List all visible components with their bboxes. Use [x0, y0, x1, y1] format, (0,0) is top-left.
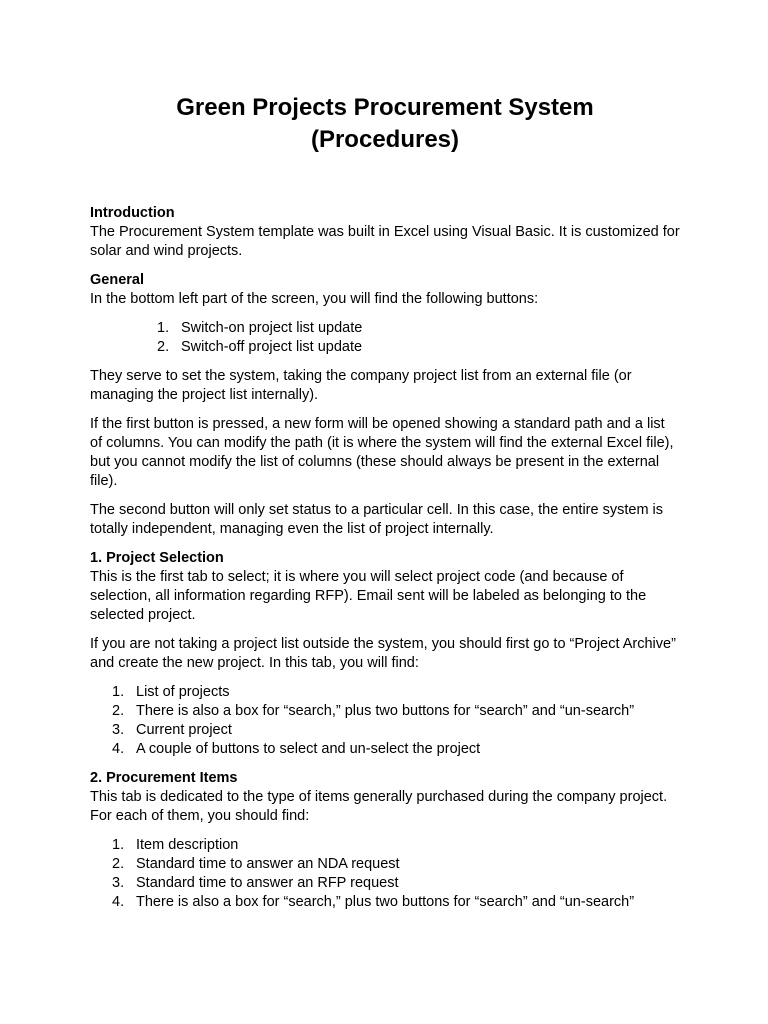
list-item: 2. There is also a box for “search,” plus two buttons for “search” and “un-search” [112, 703, 635, 719]
procurement-items-list [90, 836, 680, 912]
list-item: 2. Standard time to answer an NDA request [112, 856, 400, 872]
general-paragraph-2: If the first button is pressed, a new form will be opened showing a standard path and a list of columns. You can modify the path (it is where the system will find the external Excel file), but you cannot modify the list of columns (these should always be present in the external file). [90, 416, 674, 489]
list-item: 3. Current project [112, 722, 232, 738]
document-title [90, 92, 680, 156]
introduction-text: The Procurement System template was built in Excel using Visual Basic. It is customized for solar and wind projects. [90, 224, 680, 259]
procurement-items-heading: 2. Procurement Items [90, 770, 238, 786]
project-selection-text: This is the first tab to select; it is where you will select project code (and because of selection, all information regarding RFP). Email sent will be labeled as belonging to the selected project. [90, 569, 647, 623]
list-item: 4. A couple of buttons to select and un-select the project [112, 741, 481, 757]
procurement-items-text: This tab is dedicated to the type of items generally purchased during the company project. For each of them, you should find: [90, 789, 668, 824]
title-line-1: Green Projects Procurement System [176, 94, 594, 121]
list-item: 1. List of projects [112, 684, 230, 700]
general-button-list [90, 319, 680, 357]
document-page [90, 92, 680, 922]
list-item: 4. There is also a box for “search,” plus two buttons for “search” and “un-search” [112, 894, 635, 910]
procurement-items-section [90, 769, 680, 912]
project-selection-list [90, 683, 680, 759]
list-item: 1. Switch-on project list update [157, 320, 363, 336]
project-selection-paragraph: If you are not taking a project list outside the system, you should first go to “Project Archive” and create the new project. In this tab, you will find: [90, 636, 676, 671]
introduction-section [90, 204, 680, 261]
general-text: In the bottom left part of the screen, you will find the following buttons: [90, 291, 539, 307]
introduction-heading: Introduction [90, 205, 175, 221]
general-paragraph-3: The second button will only set status to a particular cell. In this case, the entire system is totally independent, managing even the list of project internally. [90, 502, 664, 537]
general-heading: General [90, 272, 144, 288]
list-item: 2. Switch-off project list update [157, 339, 363, 355]
general-paragraph-1: They serve to set the system, taking the company project list from an external file (or managing the project list internally). [90, 368, 632, 403]
project-selection-heading: 1. Project Selection [90, 550, 224, 566]
general-section [90, 271, 680, 539]
list-item: 1. Item description [112, 837, 239, 853]
title-line-2: (Procedures) [310, 126, 460, 153]
project-selection-section [90, 549, 680, 759]
list-item: 3. Standard time to answer an RFP request [112, 875, 399, 891]
